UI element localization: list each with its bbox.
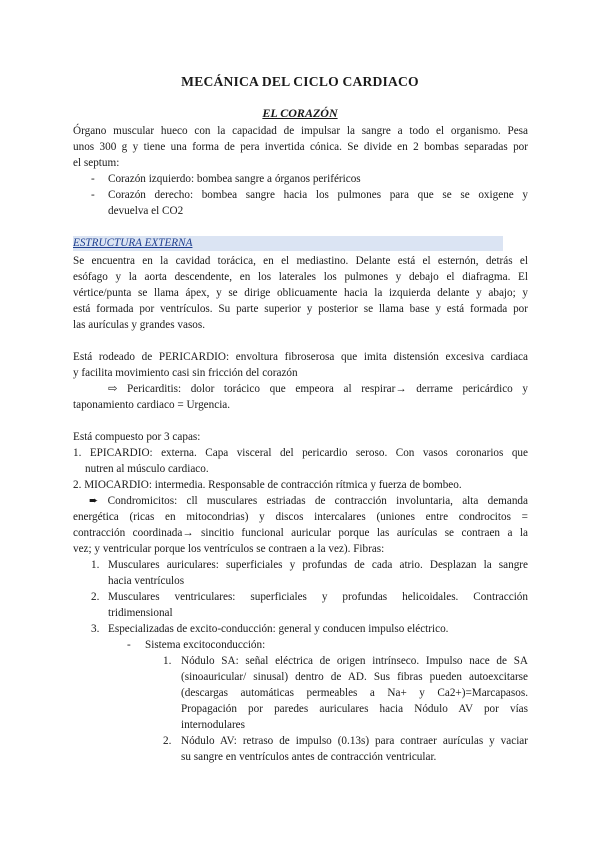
pericarditis-line-2: taponamiento cardiaco = Urgencia. — [73, 399, 231, 411]
fibra-1-line-1: Musculares auriculares: superficiales y profundas de cada atrio. Desplazan la sangre — [108, 559, 528, 571]
sistema-label: Sistema excitoconducción: — [145, 639, 266, 651]
epicardio-line-2: nutren al músculo cardiaco. — [85, 463, 209, 475]
condromicitos-line-3: contracción coordinada→ sincitio funcional auricular porque las aurículas se contraen a la — [73, 527, 528, 539]
nodo-number: 1. — [163, 655, 172, 667]
fibra-1-line-2: hacia ventrículos — [108, 575, 185, 587]
fibra-number: 1. — [91, 559, 100, 571]
condromicitos-line-1: ➨ Condromicitos: cll musculares estriadas de contracción involuntaria, alta demanda — [89, 495, 528, 507]
nodo-number: 2. — [163, 735, 172, 747]
nodo-av-line-1: Nódulo AV: retraso de impulso (0.13s) para contraer aurículas y vaciar — [181, 735, 528, 747]
epicardio-line-1: 1. EPICARDIO: externa. Capa visceral del pericardio seroso. Con vasos coronarios que — [73, 447, 528, 459]
miocardio-line: 2. MIOCARDIO: intermedia. Responsable de contracción rítmica y fuerza de bombeo. — [73, 479, 462, 491]
fibra-number: 2. — [91, 591, 100, 603]
nodo-sa-line-4: Propagación por paredes auriculares hacia Nódulo AV por vías — [181, 703, 528, 715]
bullet-dash: - — [91, 189, 95, 201]
externa-line-3: vértice/punta se llama ápex, y se dirige oblicuamente hacia la izquierda delante y abajo; y — [73, 287, 528, 299]
sistema-dash: - — [127, 639, 131, 651]
bullet-dash: - — [91, 173, 95, 185]
nodo-sa-line-2: (sinoauricular/ sinusal) dentro de AD. Sus fibras pueden autoexcitarse — [181, 671, 528, 683]
pericardio-line-2: y facilita movimiento casi sin fricción del corazón — [73, 367, 298, 379]
nodo-sa-line-1: Nódulo SA: señal eléctrica de origen intrínseco. Impulso nace de SA — [181, 655, 528, 667]
bullet-corazon-izquierdo: Corazón izquierdo: bombea sangre a órganos periféricos — [108, 173, 361, 185]
externa-line-1: Se encuentra en la cavidad torácica, en el mediastino. Delante está el esternón, detrás el — [73, 255, 528, 267]
intro-line-1: Órgano muscular hueco con la capacidad de impulsar la sangre a todo el organismo. Pesa — [73, 125, 528, 137]
fibra-2-line-2: tridimensional — [108, 607, 173, 619]
fibra-2-line-1: Musculares ventriculares: superficiales y profundas helicoidales. Contracción — [108, 591, 528, 603]
externa-line-2: esófago y la aorta descendente, en los laterales los pulmones y debajo el diafragma. El — [73, 271, 528, 283]
capas-intro: Está compuesto por 3 capas: — [73, 431, 201, 443]
bullet-corazon-derecho-2: devuelva el CO2 — [108, 205, 184, 217]
intro-line-3: el septum: — [73, 157, 120, 169]
heading-el-corazon: EL CORAZÓN — [262, 106, 338, 120]
pericardio-line-1: Está rodeado de PERICARDIO: envoltura fibroserosa que imita distensión excesiva cardiaca — [73, 351, 528, 363]
nodo-av-line-2: su sangre en ventrículos antes de contracción ventricular. — [181, 751, 437, 763]
nodo-sa-line-3: (descargas automáticas permeables a Na+ y Ca2+)=Marcapasos. — [181, 687, 528, 699]
fibra-number: 3. — [91, 623, 100, 635]
externa-line-4: está formada por ventrículos. Su parte superior y posterior se llama base y está formada por — [73, 303, 528, 315]
pericarditis-line-1: ⇨ Pericarditis: dolor torácico que empeora al respirar→ derrame pericárdico y — [108, 383, 528, 395]
heading-estructura-externa: ESTRUCTURA EXTERNA — [73, 237, 193, 249]
fibra-3-line-1: Especializadas de excito-conducción: general y conducen impulso eléctrico. — [108, 623, 449, 635]
nodo-sa-line-5: internodulares — [181, 719, 245, 731]
bullet-corazon-derecho-1: Corazón derecho: bombea sangre hacia los pulmones para que se se oxigene y — [108, 189, 528, 201]
page-title: MECÁNICA DEL CICLO CARDIACO — [181, 74, 419, 89]
externa-line-5: las aurículas y grandes vasos. — [73, 319, 206, 331]
intro-line-2: unos 300 g y tiene una forma de pera invertida cónica. Se divide en 2 bombas separadas por — [73, 141, 528, 153]
condromicitos-line-2: energética (ricas en mitocondrias) y discos intercalares (uniones entre condrocitos = — [73, 511, 528, 523]
condromicitos-line-4: vez; y ventricular porque los ventrículos se contraen a la vez). Fibras: — [73, 543, 385, 555]
